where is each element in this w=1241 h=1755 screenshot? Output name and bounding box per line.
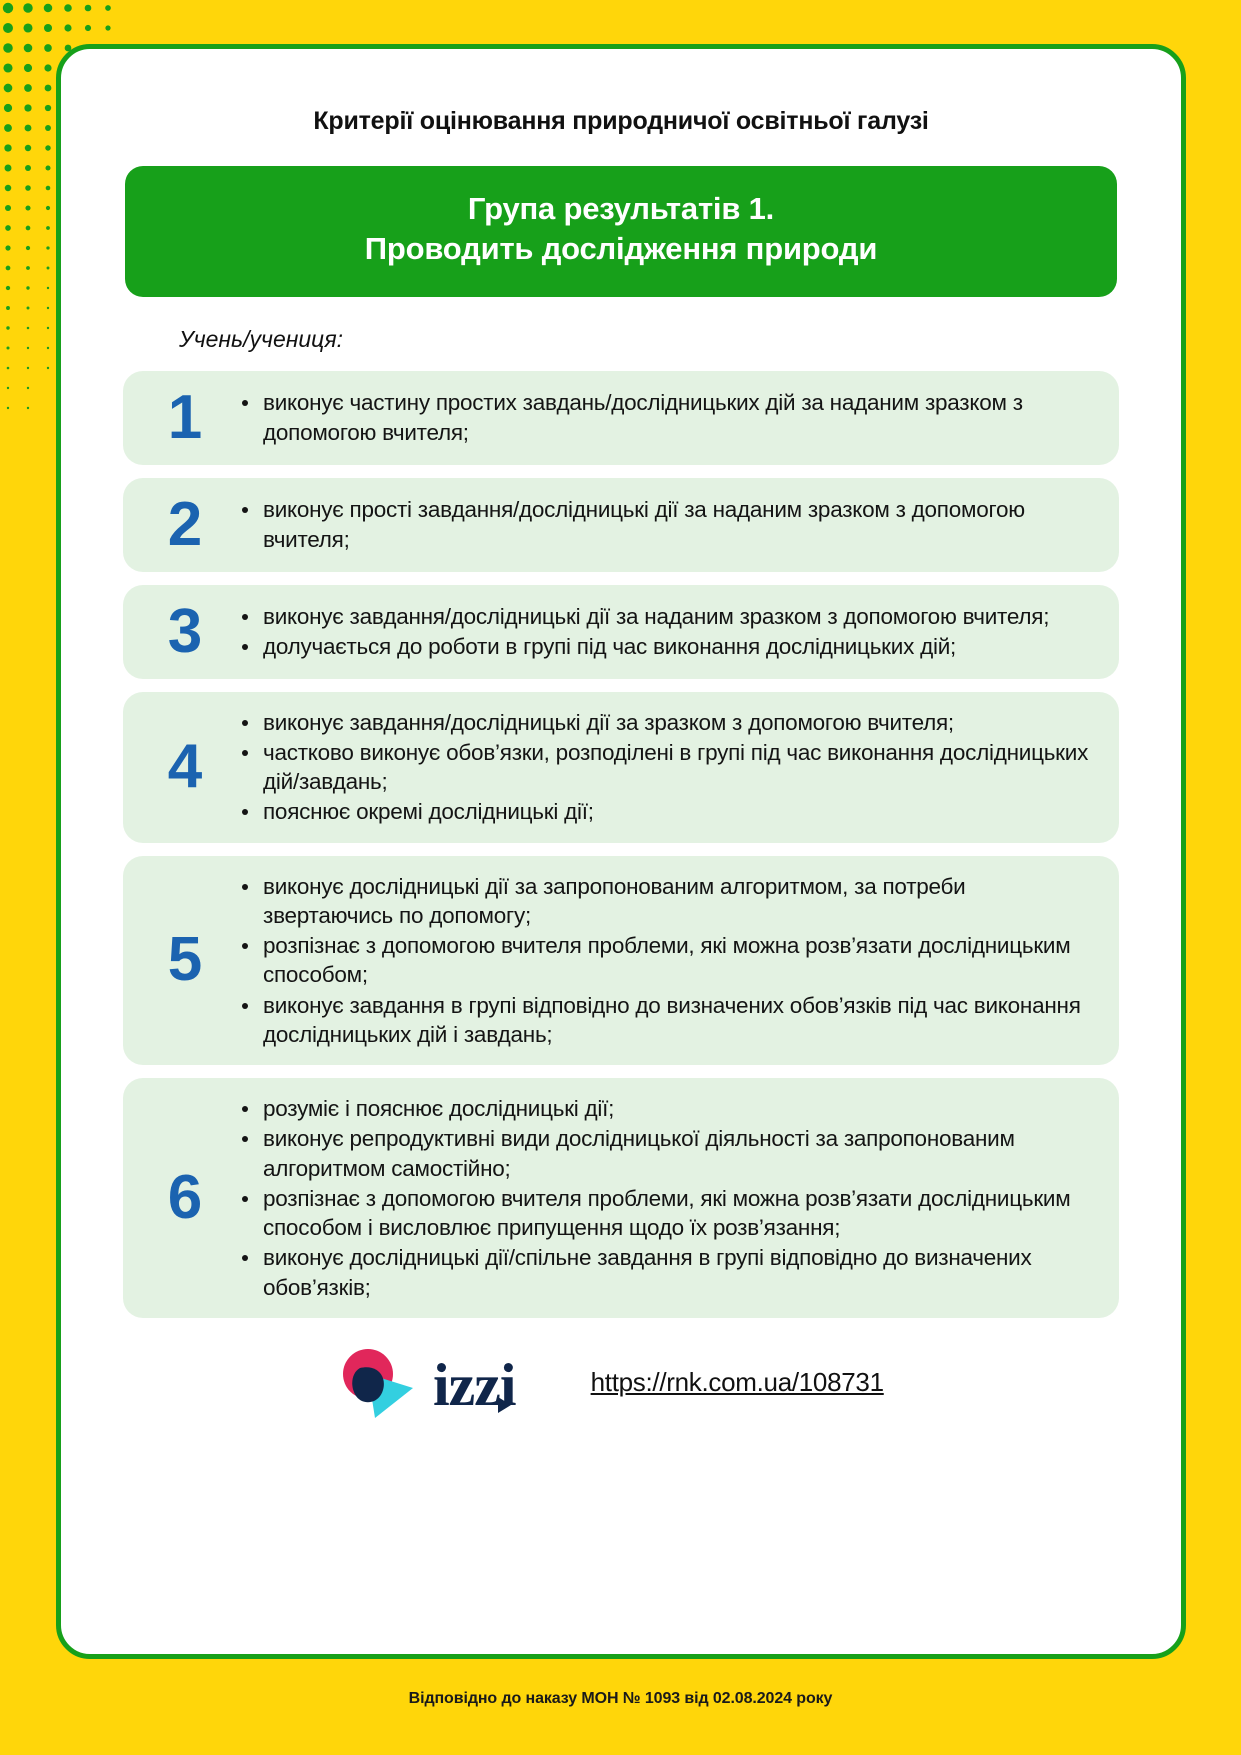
criterion-item: виконує дослідницькі дії/спільне завдання в групі відповідно до визначених обов’язків; [233,1243,1093,1302]
brand-row [123,1344,1119,1422]
criterion-item: розуміє і пояснює дослідницькі дії; [233,1094,1093,1123]
izzi-triangle-icon [498,1397,511,1413]
level-criteria-list [233,708,1093,827]
level-criteria-list [233,388,1093,447]
level-row [123,1078,1119,1318]
criterion-item: виконує завдання/дослідницькі дії за зразком з допомогою вчителя; [233,708,1093,737]
criterion-item: долучається до роботи в групі під час виконання дослідницьких дій; [233,632,1093,661]
result-group-banner [125,166,1117,297]
criterion-item: виконує репродуктивні види дослідницької діяльності за запропонованим алгоритмом самостійно; [233,1124,1093,1183]
level-row [123,692,1119,843]
level-criteria-list [233,872,1093,1050]
subject-line: Учень/учениця: [179,325,344,352]
level-number: 3 [167,596,203,666]
izzi-play-logo-icon [335,1344,421,1422]
level-row [123,371,1119,465]
level-row [123,856,1119,1066]
level-row [123,478,1119,572]
criterion-item: розпізнає з допомогою вчителя проблеми, які можна розв’язати дослідницьким способом і висловлює припущення щодо їх розв’язання; [233,1184,1093,1243]
level-number: 5 [167,925,203,995]
site-url-link[interactable]: https://rnk.com.ua/108731 [590,1367,884,1398]
criterion-item: виконує завдання в групі відповідно до визначених обов’язків під час виконання дослідницьких дій і завдань; [233,991,1093,1050]
criterion-item: виконує прості завдання/дослідницькі дії за наданим зразком з допомогою вчителя; [233,495,1093,554]
level-number: 2 [167,489,203,559]
level-criteria-list [233,495,1093,554]
criterion-item: виконує частину простих завдань/дослідницьких дій за наданим зразком з допомогою вчителя; [233,388,1093,447]
banner-line-2: Проводить дослідження природи [364,231,878,267]
criterion-item: частково виконує обов’язки, розподілені в групі під час виконання дослідницьких дій/завдань; [233,738,1093,797]
level-number: 1 [167,382,203,452]
izzi-wordmark: izzi [433,1351,516,1418]
level-criteria-list [233,1094,1093,1302]
criterion-item: пояснює окремі дослідницькі дії; [233,797,1093,826]
criterion-item: розпізнає з допомогою вчителя проблеми, які можна розв’язати дослідницьким способом; [233,931,1093,990]
level-row [123,585,1119,679]
order-reference-note: Відповідно до наказу МОН № 1093 від 02.08.2024 року [408,1690,833,1707]
banner-line-1: Група результатів 1. [467,191,775,226]
page-title: Критерії оцінювання природничої освітньої галузі [313,107,929,135]
level-number: 4 [167,732,203,802]
level-criteria-list [233,602,1093,662]
level-number: 6 [167,1162,203,1232]
levels-list [123,371,1119,1318]
poster-card [56,44,1186,1659]
criterion-item: виконує завдання/дослідницькі дії за наданим зразком з допомогою вчителя; [233,602,1093,631]
criterion-item: виконує дослідницькі дії за запропонованим алгоритмом, за потреби звертаючись по допомогу; [233,872,1093,931]
